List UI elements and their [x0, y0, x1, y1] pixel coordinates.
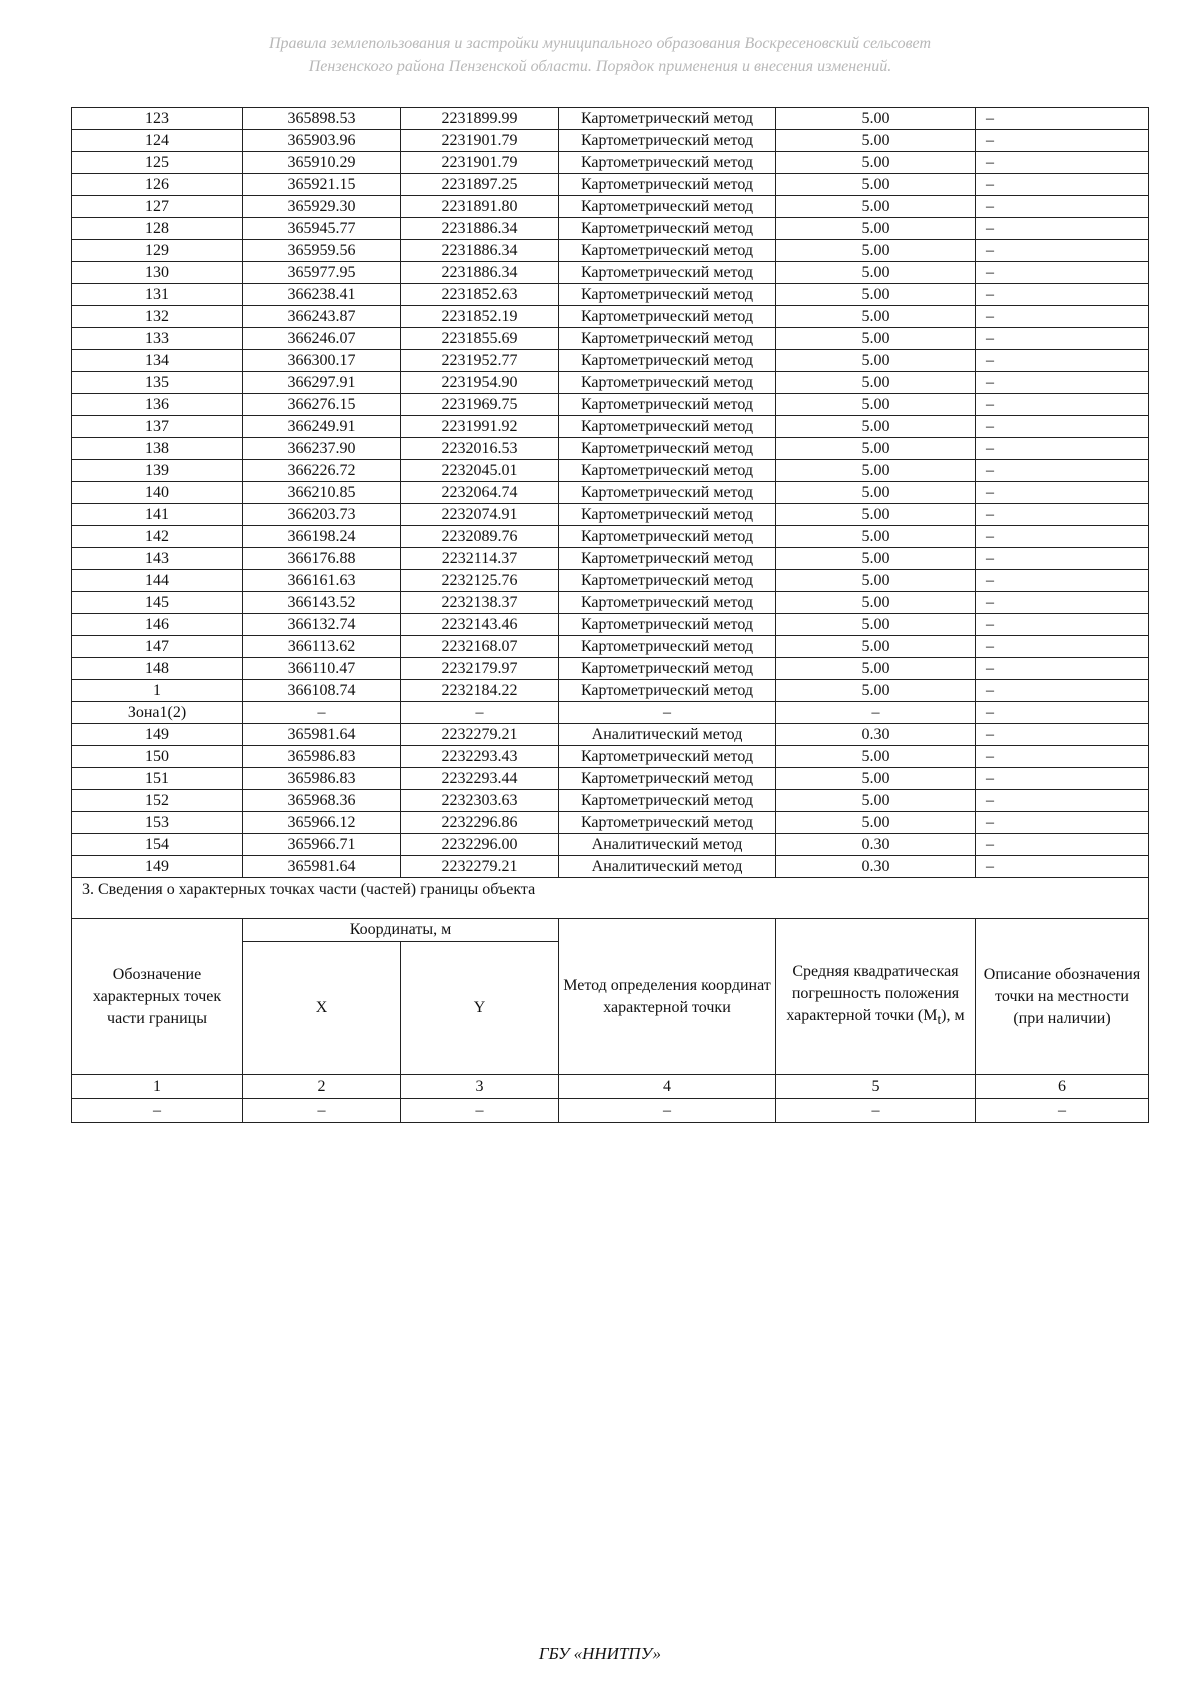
- y-coord-cell: 2231852.19: [401, 306, 559, 328]
- y-coord-cell: 2232074.91: [401, 504, 559, 526]
- point-id-cell: 125: [72, 152, 243, 174]
- error-cell: 5.00: [776, 372, 976, 394]
- y-coord-cell: 2232125.76: [401, 570, 559, 592]
- error-cell: 5.00: [776, 394, 976, 416]
- x-coord-cell: 365966.12: [243, 812, 401, 834]
- table-row: [72, 262, 1149, 284]
- column-number: 3: [401, 1075, 559, 1099]
- error-cell: 5.00: [776, 658, 976, 680]
- point-id-cell: 153: [72, 812, 243, 834]
- method-cell: Картометрический метод: [559, 306, 776, 328]
- method-cell: Картометрический метод: [559, 174, 776, 196]
- y-coord-cell: 2231886.34: [401, 240, 559, 262]
- x-coord-cell: 366132.74: [243, 614, 401, 636]
- method-cell: Картометрический метод: [559, 482, 776, 504]
- x-coord-cell: 366110.47: [243, 658, 401, 680]
- description-cell: –: [976, 570, 1149, 592]
- col-header-error-sub: t: [937, 1012, 942, 1028]
- error-cell: 5.00: [776, 504, 976, 526]
- method-cell: Картометрический метод: [559, 416, 776, 438]
- description-cell: –: [976, 262, 1149, 284]
- x-coord-cell: 365986.83: [243, 768, 401, 790]
- description-cell: –: [976, 592, 1149, 614]
- method-cell: Картометрический метод: [559, 284, 776, 306]
- point-id-cell: 143: [72, 548, 243, 570]
- description-cell: –: [976, 746, 1149, 768]
- method-cell: Картометрический метод: [559, 592, 776, 614]
- point-id-cell: 139: [72, 460, 243, 482]
- description-cell: –: [976, 834, 1149, 856]
- empty-cell: –: [976, 1099, 1149, 1123]
- table-row: [72, 768, 1149, 790]
- x-coord-cell: 365977.95: [243, 262, 401, 284]
- point-id-cell: 144: [72, 570, 243, 592]
- y-coord-cell: 2232168.07: [401, 636, 559, 658]
- table-row: [72, 856, 1149, 878]
- y-coord-cell: 2231969.75: [401, 394, 559, 416]
- error-cell: 5.00: [776, 746, 976, 768]
- point-id-cell: 141: [72, 504, 243, 526]
- y-coord-cell: 2232179.97: [401, 658, 559, 680]
- error-cell: 5.00: [776, 548, 976, 570]
- y-coord-cell: 2232143.46: [401, 614, 559, 636]
- table-row: [72, 174, 1149, 196]
- error-cell: 5.00: [776, 152, 976, 174]
- y-coord-cell: 2232138.37: [401, 592, 559, 614]
- method-cell: Картометрический метод: [559, 262, 776, 284]
- y-coord-cell: 2232293.44: [401, 768, 559, 790]
- section-3-title: 3. Сведения о характерных точках части (частей) границы объекта: [72, 878, 1149, 919]
- y-coord-cell: 2231991.92: [401, 416, 559, 438]
- empty-row: [72, 1099, 1149, 1123]
- y-coord-cell: 2232296.00: [401, 834, 559, 856]
- description-cell: –: [976, 768, 1149, 790]
- x-coord-cell: 365959.56: [243, 240, 401, 262]
- table-row: [72, 196, 1149, 218]
- col-header-error-unit: ), м: [941, 1007, 965, 1025]
- x-coord-cell: 365903.96: [243, 130, 401, 152]
- x-coord-cell: 366113.62: [243, 636, 401, 658]
- table-row: [72, 108, 1149, 130]
- y-coord-cell: 2231899.99: [401, 108, 559, 130]
- empty-cell: –: [776, 1099, 976, 1123]
- error-cell: 5.00: [776, 812, 976, 834]
- x-coord-cell: 366276.15: [243, 394, 401, 416]
- point-id-cell: 145: [72, 592, 243, 614]
- table-row: [72, 438, 1149, 460]
- col-header-point: Обозначение характерных точек части границы: [72, 919, 243, 1075]
- table-row: [72, 240, 1149, 262]
- page-footer: ГБУ «ННИТПУ»: [538, 1644, 662, 1663]
- error-cell: 5.00: [776, 240, 976, 262]
- error-cell: 5.00: [776, 328, 976, 350]
- method-cell: Аналитический метод: [559, 834, 776, 856]
- error-cell: 5.00: [776, 680, 976, 702]
- description-cell: –: [976, 130, 1149, 152]
- y-coord-cell: 2232089.76: [401, 526, 559, 548]
- header-line-1: Правила землепользования и застройки муниципального образования Воскресеновский сельсовет: [269, 35, 931, 52]
- description-cell: –: [976, 504, 1149, 526]
- method-cell: Картометрический метод: [559, 504, 776, 526]
- y-coord-cell: 2231901.79: [401, 152, 559, 174]
- column-number: 4: [559, 1075, 776, 1099]
- x-coord-cell: 366237.90: [243, 438, 401, 460]
- table-row: [72, 394, 1149, 416]
- table-row: [72, 130, 1149, 152]
- point-id-cell: 147: [72, 636, 243, 658]
- table-row: [72, 812, 1149, 834]
- table-row: [72, 548, 1149, 570]
- y-coord-cell: 2232184.22: [401, 680, 559, 702]
- table-row: [72, 284, 1149, 306]
- method-cell: Картометрический метод: [559, 812, 776, 834]
- point-id-cell: 148: [72, 658, 243, 680]
- table-row: [72, 570, 1149, 592]
- y-coord-cell: 2231886.34: [401, 218, 559, 240]
- point-id-cell: 1: [72, 680, 243, 702]
- description-cell: –: [976, 152, 1149, 174]
- description-cell: –: [976, 416, 1149, 438]
- error-cell: 5.00: [776, 174, 976, 196]
- table-row: [72, 746, 1149, 768]
- point-id-cell: 123: [72, 108, 243, 130]
- table-row: [72, 218, 1149, 240]
- method-cell: Картометрический метод: [559, 614, 776, 636]
- error-cell: 5.00: [776, 460, 976, 482]
- point-id-cell: 132: [72, 306, 243, 328]
- point-id-cell: 142: [72, 526, 243, 548]
- table-row: [72, 306, 1149, 328]
- section-3: [72, 878, 1149, 1123]
- method-cell: Картометрический метод: [559, 636, 776, 658]
- table-row: [72, 504, 1149, 526]
- description-cell: –: [976, 438, 1149, 460]
- description-cell: –: [976, 174, 1149, 196]
- table-row: [72, 680, 1149, 702]
- method-cell: Картометрический метод: [559, 328, 776, 350]
- error-cell: 5.00: [776, 790, 976, 812]
- x-coord-cell: –: [243, 702, 401, 724]
- y-coord-cell: 2231954.90: [401, 372, 559, 394]
- col-header-error: [776, 919, 976, 1075]
- method-cell: Картометрический метод: [559, 350, 776, 372]
- error-cell: 5.00: [776, 284, 976, 306]
- point-id-cell: 133: [72, 328, 243, 350]
- error-cell: 5.00: [776, 130, 976, 152]
- x-coord-cell: 366249.91: [243, 416, 401, 438]
- x-coord-cell: 365929.30: [243, 196, 401, 218]
- description-cell: –: [976, 856, 1149, 878]
- x-coord-cell: 366176.88: [243, 548, 401, 570]
- y-coord-cell: 2232279.21: [401, 724, 559, 746]
- y-coord-cell: 2231901.79: [401, 130, 559, 152]
- description-cell: –: [976, 372, 1149, 394]
- point-id-cell: 134: [72, 350, 243, 372]
- table-row: [72, 482, 1149, 504]
- table-row: [72, 350, 1149, 372]
- method-cell: Картометрический метод: [559, 130, 776, 152]
- description-cell: –: [976, 350, 1149, 372]
- coordinates-rows: [72, 108, 1149, 878]
- x-coord-cell: 365966.71: [243, 834, 401, 856]
- x-coord-cell: 365981.64: [243, 856, 401, 878]
- x-coord-cell: 365986.83: [243, 746, 401, 768]
- col-header-x: X: [243, 942, 401, 1075]
- point-id-cell: 140: [72, 482, 243, 504]
- x-coord-cell: 366203.73: [243, 504, 401, 526]
- y-coord-cell: 2232114.37: [401, 548, 559, 570]
- header-line-2: Пензенского района Пензенской области. Порядок применения и внесения изменений.: [308, 58, 892, 75]
- method-cell: Картометрический метод: [559, 768, 776, 790]
- point-id-cell: 131: [72, 284, 243, 306]
- error-cell: –: [776, 702, 976, 724]
- point-id-cell: 137: [72, 416, 243, 438]
- description-cell: –: [976, 636, 1149, 658]
- x-coord-cell: 366246.07: [243, 328, 401, 350]
- y-coord-cell: 2232016.53: [401, 438, 559, 460]
- table-row: [72, 416, 1149, 438]
- description-cell: –: [976, 790, 1149, 812]
- error-cell: 0.30: [776, 724, 976, 746]
- description-cell: –: [976, 218, 1149, 240]
- col-header-desc: Описание обозначения точки на местности (при наличии): [976, 919, 1149, 1075]
- point-id-cell: 128: [72, 218, 243, 240]
- error-cell: 5.00: [776, 262, 976, 284]
- point-id-cell: 146: [72, 614, 243, 636]
- table-row: [72, 724, 1149, 746]
- error-cell: 5.00: [776, 526, 976, 548]
- method-cell: Картометрический метод: [559, 658, 776, 680]
- empty-cell: –: [243, 1099, 401, 1123]
- coordinates-table: [71, 107, 1149, 1123]
- error-cell: 5.00: [776, 570, 976, 592]
- method-cell: Картометрический метод: [559, 746, 776, 768]
- table-row: [72, 460, 1149, 482]
- table-row: [72, 372, 1149, 394]
- x-coord-cell: 365898.53: [243, 108, 401, 130]
- description-cell: –: [976, 460, 1149, 482]
- method-cell: Картометрический метод: [559, 438, 776, 460]
- y-coord-cell: 2232293.43: [401, 746, 559, 768]
- y-coord-cell: 2231852.63: [401, 284, 559, 306]
- table-row: [72, 152, 1149, 174]
- table-row: [72, 790, 1149, 812]
- method-cell: Картометрический метод: [559, 108, 776, 130]
- x-coord-cell: 366243.87: [243, 306, 401, 328]
- description-cell: –: [976, 306, 1149, 328]
- x-coord-cell: 365910.29: [243, 152, 401, 174]
- col-header-y: Y: [401, 942, 559, 1075]
- point-id-cell: 127: [72, 196, 243, 218]
- point-id-cell: 124: [72, 130, 243, 152]
- method-cell: Картометрический метод: [559, 526, 776, 548]
- description-cell: –: [976, 482, 1149, 504]
- x-coord-cell: 366300.17: [243, 350, 401, 372]
- y-coord-cell: 2232303.63: [401, 790, 559, 812]
- table-row: [72, 702, 1149, 724]
- error-cell: 5.00: [776, 768, 976, 790]
- y-coord-cell: 2232045.01: [401, 460, 559, 482]
- point-id-cell: 149: [72, 856, 243, 878]
- x-coord-cell: 366143.52: [243, 592, 401, 614]
- description-cell: –: [976, 108, 1149, 130]
- x-coord-cell: 365968.36: [243, 790, 401, 812]
- table-row: [72, 328, 1149, 350]
- description-cell: –: [976, 548, 1149, 570]
- method-cell: Аналитический метод: [559, 724, 776, 746]
- column-number: 2: [243, 1075, 401, 1099]
- y-coord-cell: 2231891.80: [401, 196, 559, 218]
- table-row: [72, 526, 1149, 548]
- empty-cell: –: [559, 1099, 776, 1123]
- description-cell: –: [976, 658, 1149, 680]
- method-cell: Картометрический метод: [559, 218, 776, 240]
- method-cell: Картометрический метод: [559, 790, 776, 812]
- method-cell: Картометрический метод: [559, 394, 776, 416]
- error-cell: 5.00: [776, 218, 976, 240]
- column-number: 6: [976, 1075, 1149, 1099]
- table-row: [72, 658, 1149, 680]
- description-cell: –: [976, 196, 1149, 218]
- error-cell: 5.00: [776, 592, 976, 614]
- error-cell: 5.00: [776, 350, 976, 372]
- error-cell: 0.30: [776, 834, 976, 856]
- y-coord-cell: 2232064.74: [401, 482, 559, 504]
- column-number: 1: [72, 1075, 243, 1099]
- error-cell: 0.30: [776, 856, 976, 878]
- description-cell: –: [976, 724, 1149, 746]
- col-header-coords: Координаты, м: [243, 919, 559, 942]
- point-id-cell: 152: [72, 790, 243, 812]
- x-coord-cell: 365921.15: [243, 174, 401, 196]
- x-coord-cell: 366238.41: [243, 284, 401, 306]
- point-id-cell: 129: [72, 240, 243, 262]
- description-cell: –: [976, 284, 1149, 306]
- table-row: [72, 636, 1149, 658]
- y-coord-cell: 2232296.86: [401, 812, 559, 834]
- x-coord-cell: 366226.72: [243, 460, 401, 482]
- error-cell: 5.00: [776, 614, 976, 636]
- point-id-cell: 130: [72, 262, 243, 284]
- column-number: 5: [776, 1075, 976, 1099]
- y-coord-cell: 2231855.69: [401, 328, 559, 350]
- point-id-cell: 151: [72, 768, 243, 790]
- method-cell: Картометрический метод: [559, 240, 776, 262]
- method-cell: Аналитический метод: [559, 856, 776, 878]
- table-row: [72, 614, 1149, 636]
- error-cell: 5.00: [776, 306, 976, 328]
- empty-cell: –: [401, 1099, 559, 1123]
- y-coord-cell: 2232279.21: [401, 856, 559, 878]
- error-cell: 5.00: [776, 482, 976, 504]
- y-coord-cell: 2231952.77: [401, 350, 559, 372]
- x-coord-cell: 366297.91: [243, 372, 401, 394]
- x-coord-cell: 366108.74: [243, 680, 401, 702]
- description-cell: –: [976, 680, 1149, 702]
- description-cell: –: [976, 328, 1149, 350]
- x-coord-cell: 366198.24: [243, 526, 401, 548]
- page-header: [0, 32, 1200, 78]
- method-cell: –: [559, 702, 776, 724]
- point-id-cell: 149: [72, 724, 243, 746]
- y-coord-cell: 2231897.25: [401, 174, 559, 196]
- x-coord-cell: 365981.64: [243, 724, 401, 746]
- empty-cell: –: [72, 1099, 243, 1123]
- method-cell: Картометрический метод: [559, 196, 776, 218]
- error-cell: 5.00: [776, 636, 976, 658]
- col-header-error-text: Средняя квадратическая погрешность положения характерной точки (M: [786, 963, 960, 1025]
- method-cell: Картометрический метод: [559, 372, 776, 394]
- point-id-cell: 126: [72, 174, 243, 196]
- description-cell: –: [976, 526, 1149, 548]
- column-numbers-row: [72, 1075, 1149, 1099]
- point-id-cell: 150: [72, 746, 243, 768]
- method-cell: Картометрический метод: [559, 570, 776, 592]
- description-cell: –: [976, 702, 1149, 724]
- x-coord-cell: 365945.77: [243, 218, 401, 240]
- point-id-cell: 135: [72, 372, 243, 394]
- error-cell: 5.00: [776, 108, 976, 130]
- method-cell: Картометрический метод: [559, 460, 776, 482]
- y-coord-cell: –: [401, 702, 559, 724]
- description-cell: –: [976, 812, 1149, 834]
- table-row: [72, 834, 1149, 856]
- x-coord-cell: 366161.63: [243, 570, 401, 592]
- error-cell: 5.00: [776, 438, 976, 460]
- point-id-cell: 154: [72, 834, 243, 856]
- method-cell: Картометрический метод: [559, 152, 776, 174]
- y-coord-cell: 2231886.34: [401, 262, 559, 284]
- point-id-cell: 136: [72, 394, 243, 416]
- description-cell: –: [976, 394, 1149, 416]
- description-cell: –: [976, 240, 1149, 262]
- x-coord-cell: 366210.85: [243, 482, 401, 504]
- method-cell: Картометрический метод: [559, 548, 776, 570]
- method-cell: Картометрический метод: [559, 680, 776, 702]
- error-cell: 5.00: [776, 416, 976, 438]
- point-id-cell: 138: [72, 438, 243, 460]
- description-cell: –: [976, 614, 1149, 636]
- col-header-method: Метод определения координат характерной точки: [559, 919, 776, 1075]
- point-id-cell: Зона1(2): [72, 702, 243, 724]
- error-cell: 5.00: [776, 196, 976, 218]
- table-row: [72, 592, 1149, 614]
